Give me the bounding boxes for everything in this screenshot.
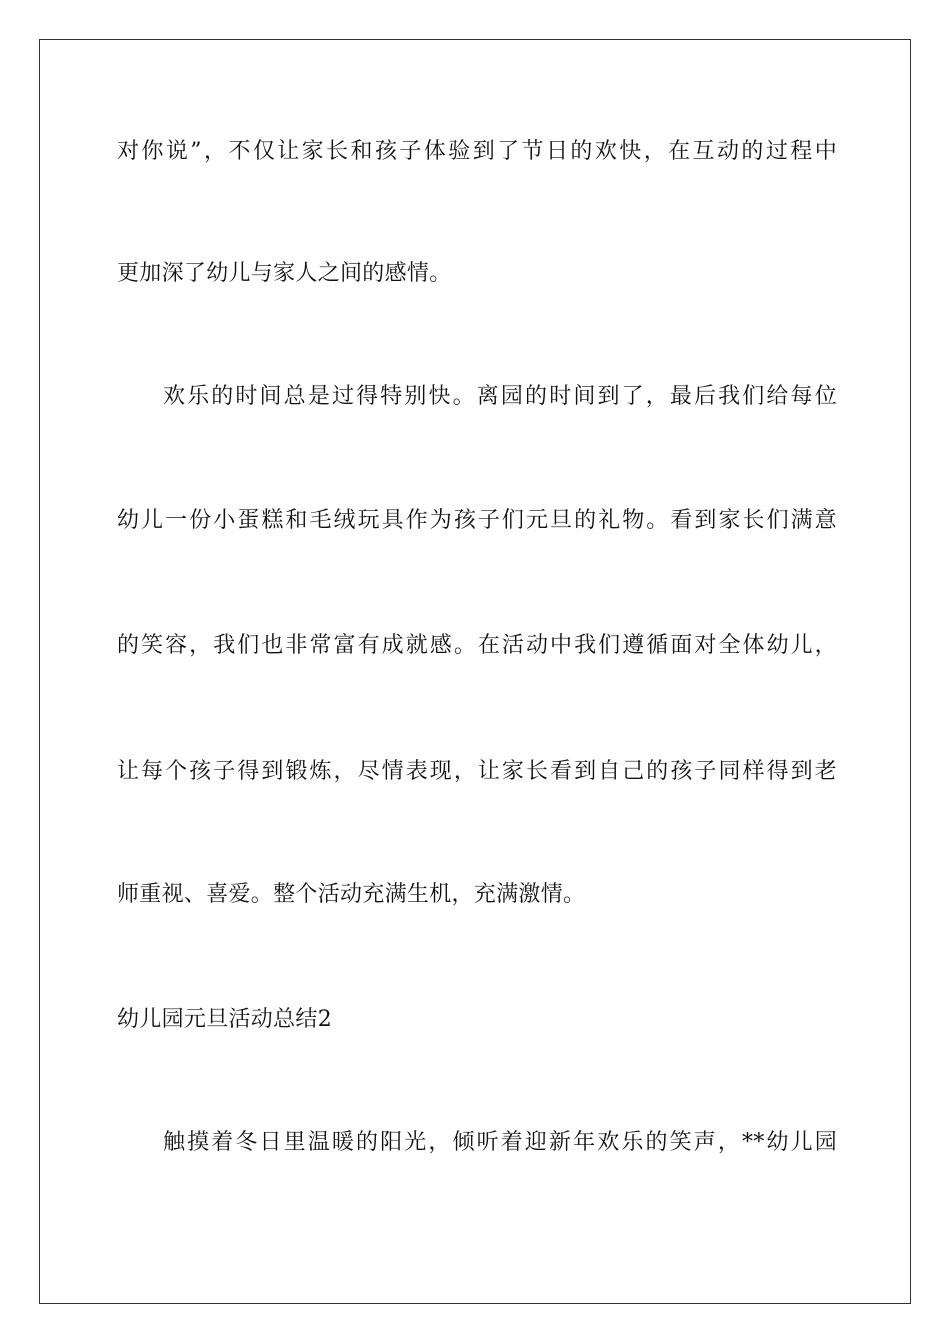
paragraph-line-4: 幼儿一份小蛋糕和毛绒玩具作为孩子们元旦的礼物。看到家长们满意	[117, 508, 837, 533]
page-border	[39, 39, 911, 1304]
paragraph-line-5: 的笑容，我们也非常富有成就感。在活动中我们遵循面对全体幼儿，	[117, 633, 837, 658]
section-heading: 幼儿园元旦活动总结2	[117, 1007, 332, 1032]
paragraph-line-7: 师重视、喜爱。整个活动充满生机，充满激情。	[117, 882, 586, 907]
paragraph-line-8: 触摸着冬日里温暖的阳光，倾听着迎新年欢乐的笑声，**幼儿园	[163, 1130, 837, 1155]
paragraph-line-1: 对你说”，不仅让家长和孩子体验到了节日的欢快，在互动的过程中	[117, 139, 837, 164]
paragraph-line-3: 欢乐的时间总是过得特别快。离园的时间到了，最后我们给每位	[163, 384, 837, 409]
paragraph-line-2: 更加深了幼儿与家人之间的感情。	[117, 261, 452, 286]
paragraph-line-6: 让每个孩子得到锻炼，尽情表现，让家长看到自己的孩子同样得到老	[117, 759, 837, 784]
